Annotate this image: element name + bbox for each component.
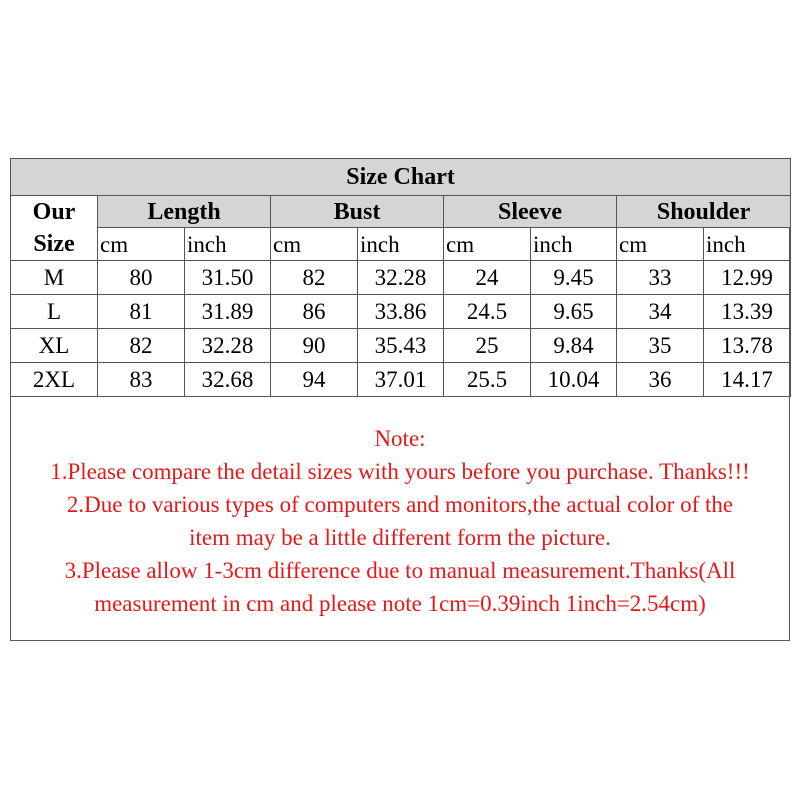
length-inch-value: 32.28 <box>185 329 271 363</box>
note-line: 1.Please compare the detail sizes with yours before you purchase. Thanks!!! <box>50 459 750 484</box>
sleeve-cm-value: 25.5 <box>444 363 531 397</box>
note-line: 3.Please allow 1-3cm difference due to manual measurement.Thanks(All <box>64 558 736 583</box>
sleeve-cm-unit: cm <box>444 228 531 261</box>
length-cm-value: 81 <box>98 295 185 329</box>
notes-section <box>11 422 789 620</box>
bust-inch-value: 33.86 <box>358 295 444 329</box>
our-size-header <box>11 196 98 261</box>
size-chart-table <box>10 158 791 397</box>
table-row <box>11 261 791 295</box>
sleeve-inch-value: 9.45 <box>531 261 617 295</box>
shoulder-inch-value: 12.99 <box>704 261 791 295</box>
length-cm-value: 82 <box>98 329 185 363</box>
length-inch-value: 32.68 <box>185 363 271 397</box>
size-label: L <box>11 295 98 329</box>
bust-cm-value: 86 <box>271 295 358 329</box>
bust-cm-value: 82 <box>271 261 358 295</box>
length-inch-value: 31.50 <box>185 261 271 295</box>
our-size-line2: Size <box>33 231 75 257</box>
note-line: measurement in cm and please note 1cm=0.39inch 1inch=2.54cm) <box>94 591 706 616</box>
sleeve-cm-value: 24.5 <box>444 295 531 329</box>
length-inch-unit: inch <box>185 228 271 261</box>
sleeve-inch-value: 9.65 <box>531 295 617 329</box>
table-row <box>11 295 791 329</box>
length-cm-unit: cm <box>98 228 185 261</box>
length-inch-value: 31.89 <box>185 295 271 329</box>
bust-header: Bust <box>271 196 444 228</box>
length-cm-value: 83 <box>98 363 185 397</box>
size-label: M <box>11 261 98 295</box>
note-line: 2.Due to various types of computers and monitors,the actual color of the <box>66 492 734 517</box>
shoulder-cm-unit: cm <box>617 228 704 261</box>
shoulder-cm-value: 33 <box>617 261 704 295</box>
notes-heading: Note: <box>374 426 426 451</box>
sleeve-inch-value: 9.84 <box>531 329 617 363</box>
shoulder-inch-unit: inch <box>704 228 791 261</box>
bust-inch-value: 37.01 <box>358 363 444 397</box>
table-row <box>11 363 791 397</box>
sleeve-inch-value: 10.04 <box>531 363 617 397</box>
our-size-line1: Our <box>32 199 76 225</box>
size-label: 2XL <box>11 363 98 397</box>
shoulder-header: Shoulder <box>617 196 791 228</box>
note-line: item may be a little different form the picture. <box>189 525 611 550</box>
shoulder-cm-value: 36 <box>617 363 704 397</box>
shoulder-cm-value: 35 <box>617 329 704 363</box>
shoulder-inch-value: 13.78 <box>704 329 791 363</box>
bust-inch-unit: inch <box>358 228 444 261</box>
sleeve-cm-value: 24 <box>444 261 531 295</box>
bust-cm-value: 94 <box>271 363 358 397</box>
shoulder-inch-value: 13.39 <box>704 295 791 329</box>
sleeve-header: Sleeve <box>444 196 617 228</box>
length-header: Length <box>98 196 271 228</box>
sleeve-cm-value: 25 <box>444 329 531 363</box>
shoulder-cm-value: 34 <box>617 295 704 329</box>
bust-cm-unit: cm <box>271 228 358 261</box>
size-label: XL <box>11 329 98 363</box>
sleeve-inch-unit: inch <box>531 228 617 261</box>
size-chart-title: Size Chart <box>11 159 791 196</box>
bust-inch-value: 32.28 <box>358 261 444 295</box>
bust-cm-value: 90 <box>271 329 358 363</box>
length-cm-value: 80 <box>98 261 185 295</box>
shoulder-inch-value: 14.17 <box>704 363 791 397</box>
table-row <box>11 329 791 363</box>
bust-inch-value: 35.43 <box>358 329 444 363</box>
